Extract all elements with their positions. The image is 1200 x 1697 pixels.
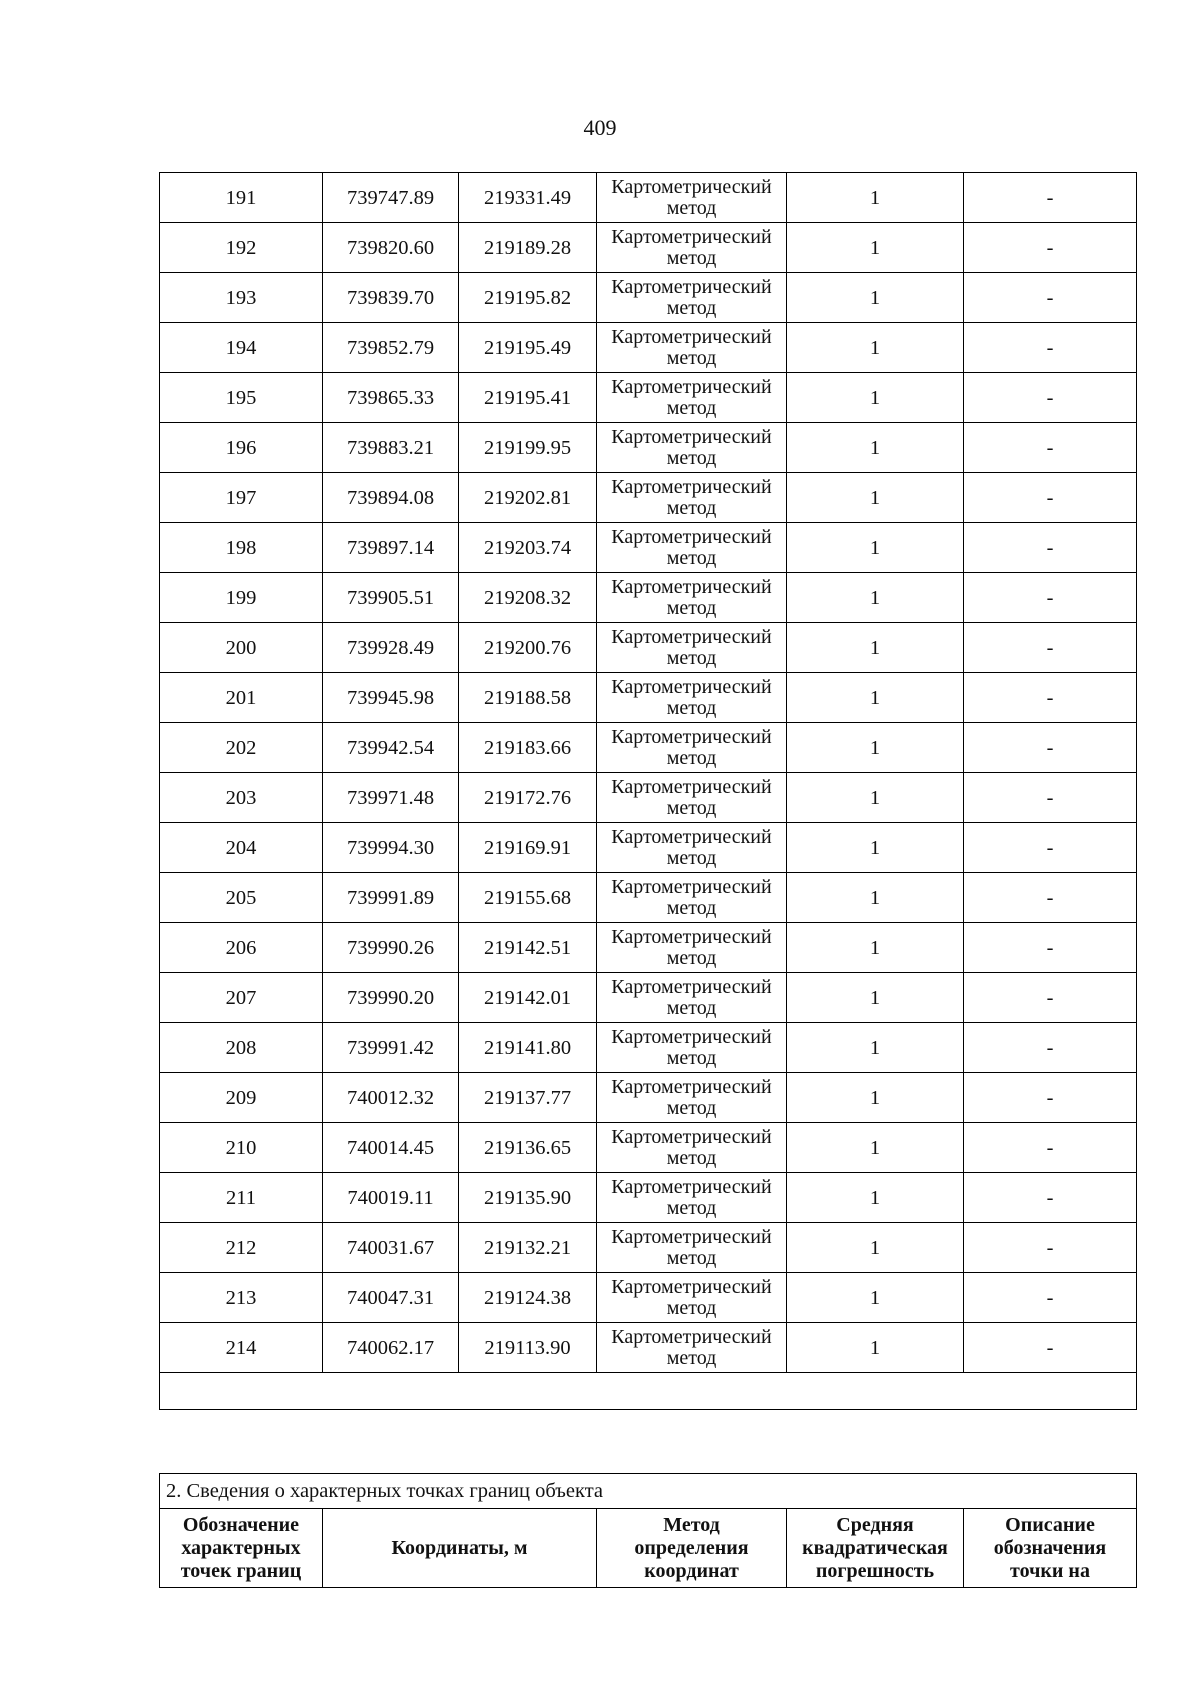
y-coordinate-cell: 219113.90: [459, 1323, 597, 1373]
header-error-line: погрешность: [815, 1559, 935, 1582]
method-line: Картометрический: [611, 1275, 772, 1298]
point-cell: 203: [160, 773, 323, 823]
point-cell: 196: [160, 423, 323, 473]
header-method-line: Метод: [663, 1513, 720, 1536]
y-coordinate-cell: 219141.80: [459, 1023, 597, 1073]
method-line: метод: [666, 996, 717, 1019]
error-cell: 1: [787, 423, 964, 473]
method-line: Картометрический: [611, 925, 772, 948]
description-cell: -: [964, 873, 1137, 923]
point-cell: 199: [160, 573, 323, 623]
error-cell: 1: [787, 323, 964, 373]
y-coordinate-cell: 219208.32: [459, 573, 597, 623]
method-cell: [597, 723, 787, 773]
point-cell: 202: [160, 723, 323, 773]
method-line: Картометрический: [611, 175, 772, 198]
table-row: [160, 1073, 1137, 1123]
description-cell: -: [964, 1073, 1137, 1123]
description-cell: -: [964, 723, 1137, 773]
method-line: метод: [666, 796, 717, 819]
x-coordinate-cell: 739747.89: [323, 173, 459, 223]
method-line: Картометрический: [611, 675, 772, 698]
point-cell: 212: [160, 1223, 323, 1273]
coordinates-table-body: [160, 173, 1137, 1410]
method-line: метод: [666, 346, 717, 369]
description-cell: -: [964, 1023, 1137, 1073]
method-cell: [597, 173, 787, 223]
description-cell: -: [964, 473, 1137, 523]
x-coordinate-cell: 739865.33: [323, 373, 459, 423]
method-line: Картометрический: [611, 575, 772, 598]
table-row: [160, 1223, 1137, 1273]
y-coordinate-cell: 219188.58: [459, 673, 597, 723]
y-coordinate-cell: 219155.68: [459, 873, 597, 923]
table-row: [160, 1323, 1137, 1373]
method-line: Картометрический: [611, 1075, 772, 1098]
method-cell: [597, 673, 787, 723]
coordinates-table: [159, 172, 1137, 1410]
method-line: Картометрический: [611, 425, 772, 448]
x-coordinate-cell: 739990.20: [323, 973, 459, 1023]
x-coordinate-cell: 740062.17: [323, 1323, 459, 1373]
empty-row: [160, 1373, 1137, 1410]
table-row: [160, 873, 1137, 923]
table-row: [160, 473, 1137, 523]
point-cell: 204: [160, 823, 323, 873]
point-cell: 198: [160, 523, 323, 573]
method-line: метод: [666, 896, 717, 919]
method-cell: [597, 1323, 787, 1373]
description-cell: -: [964, 323, 1137, 373]
y-coordinate-cell: 219195.49: [459, 323, 597, 373]
method-line: метод: [666, 496, 717, 519]
point-cell: 207: [160, 973, 323, 1023]
method-line: метод: [666, 746, 717, 769]
method-cell: [597, 1173, 787, 1223]
method-cell: [597, 1273, 787, 1323]
point-cell: 214: [160, 1323, 323, 1373]
method-cell: [597, 1073, 787, 1123]
description-cell: -: [964, 523, 1137, 573]
point-cell: 193: [160, 273, 323, 323]
method-line: Картометрический: [611, 1325, 772, 1348]
point-cell: 197: [160, 473, 323, 523]
x-coordinate-cell: 739820.60: [323, 223, 459, 273]
header-error-line: квадратическая: [802, 1536, 948, 1559]
method-line: Картометрический: [611, 1225, 772, 1248]
method-line: Картометрический: [611, 825, 772, 848]
method-line: Картометрический: [611, 1025, 772, 1048]
method-line: Картометрический: [611, 375, 772, 398]
error-cell: 1: [787, 1223, 964, 1273]
empty-cell: [160, 1373, 1137, 1410]
error-cell: 1: [787, 1073, 964, 1123]
method-line: Картометрический: [611, 525, 772, 548]
point-cell: 192: [160, 223, 323, 273]
table-row: [160, 1023, 1137, 1073]
error-cell: 1: [787, 873, 964, 923]
table-row: [160, 973, 1137, 1023]
method-cell: [597, 1023, 787, 1073]
header-point-line: Обозначение: [182, 1513, 300, 1536]
header-point-line: характерных: [181, 1536, 301, 1559]
description-cell: -: [964, 1273, 1137, 1323]
error-cell: 1: [787, 573, 964, 623]
x-coordinate-cell: 739994.30: [323, 823, 459, 873]
x-coordinate-cell: 739897.14: [323, 523, 459, 573]
error-cell: 1: [787, 823, 964, 873]
method-line: Картометрический: [611, 775, 772, 798]
header-point: [160, 1509, 323, 1588]
page-number: 409: [583, 115, 617, 140]
method-cell: [597, 873, 787, 923]
header-description-line: обозначения: [993, 1536, 1107, 1559]
error-cell: 1: [787, 1023, 964, 1073]
method-cell: [597, 373, 787, 423]
y-coordinate-cell: 219142.01: [459, 973, 597, 1023]
method-line: метод: [666, 1096, 717, 1119]
method-line: метод: [666, 396, 717, 419]
point-cell: 211: [160, 1173, 323, 1223]
method-line: метод: [666, 196, 717, 219]
header-description-line: точки на: [1010, 1559, 1090, 1582]
point-cell: 210: [160, 1123, 323, 1173]
point-cell: 208: [160, 1023, 323, 1073]
table-row: [160, 323, 1137, 373]
header-method: [597, 1509, 787, 1588]
y-coordinate-cell: 219135.90: [459, 1173, 597, 1223]
description-cell: -: [964, 823, 1137, 873]
point-cell: 195: [160, 373, 323, 423]
description-cell: -: [964, 923, 1137, 973]
method-cell: [597, 323, 787, 373]
header-coordinates: Координаты, м: [323, 1509, 597, 1588]
x-coordinate-cell: 739905.51: [323, 573, 459, 623]
description-cell: -: [964, 673, 1137, 723]
table-row: [160, 173, 1137, 223]
table-row: [160, 1173, 1137, 1223]
table-row: [160, 923, 1137, 973]
method-cell: [597, 1123, 787, 1173]
error-cell: 1: [787, 673, 964, 723]
method-line: метод: [666, 446, 717, 469]
header-error: [787, 1509, 964, 1588]
method-line: Картометрический: [611, 325, 772, 348]
header-error-line: Средняя: [836, 1513, 914, 1536]
y-coordinate-cell: 219195.82: [459, 273, 597, 323]
x-coordinate-cell: 740014.45: [323, 1123, 459, 1173]
method-cell: [597, 473, 787, 523]
table-row: [160, 223, 1137, 273]
point-cell: 213: [160, 1273, 323, 1323]
y-coordinate-cell: 219199.95: [459, 423, 597, 473]
table-row: [160, 823, 1137, 873]
y-coordinate-cell: 219202.81: [459, 473, 597, 523]
x-coordinate-cell: 740012.32: [323, 1073, 459, 1123]
x-coordinate-cell: 739990.26: [323, 923, 459, 973]
method-line: Картометрический: [611, 1175, 772, 1198]
point-cell: 205: [160, 873, 323, 923]
header-description-line: Описание: [1005, 1513, 1095, 1536]
description-cell: -: [964, 1123, 1137, 1173]
method-cell: [597, 973, 787, 1023]
section-2-table: [159, 1473, 1137, 1588]
method-line: метод: [666, 946, 717, 969]
method-line: метод: [666, 596, 717, 619]
x-coordinate-cell: 740031.67: [323, 1223, 459, 1273]
description-cell: -: [964, 423, 1137, 473]
x-coordinate-cell: 739928.49: [323, 623, 459, 673]
y-coordinate-cell: 219200.76: [459, 623, 597, 673]
method-line: метод: [666, 1346, 717, 1369]
table-row: [160, 573, 1137, 623]
method-line: метод: [666, 646, 717, 669]
method-line: Картометрический: [611, 275, 772, 298]
description-cell: -: [964, 1223, 1137, 1273]
error-cell: 1: [787, 973, 964, 1023]
method-line: Картометрический: [611, 975, 772, 998]
description-cell: -: [964, 373, 1137, 423]
x-coordinate-cell: 739942.54: [323, 723, 459, 773]
method-line: метод: [666, 696, 717, 719]
error-cell: 1: [787, 273, 964, 323]
description-cell: -: [964, 773, 1137, 823]
error-cell: 1: [787, 623, 964, 673]
method-cell: [597, 1223, 787, 1273]
error-cell: 1: [787, 1123, 964, 1173]
y-coordinate-cell: 219132.21: [459, 1223, 597, 1273]
method-line: Картометрический: [611, 725, 772, 748]
description-cell: -: [964, 223, 1137, 273]
method-cell: [597, 773, 787, 823]
header-point-line: точек границ: [180, 1559, 302, 1582]
error-cell: 1: [787, 923, 964, 973]
method-line: метод: [666, 1146, 717, 1169]
header-method-line: определения: [634, 1536, 749, 1559]
method-line: метод: [666, 1296, 717, 1319]
header-method-line: координат: [644, 1559, 739, 1582]
error-cell: 1: [787, 173, 964, 223]
y-coordinate-cell: 219331.49: [459, 173, 597, 223]
method-cell: [597, 623, 787, 673]
table-row: [160, 423, 1137, 473]
y-coordinate-cell: 219195.41: [459, 373, 597, 423]
error-cell: 1: [787, 1323, 964, 1373]
error-cell: 1: [787, 1173, 964, 1223]
description-cell: -: [964, 1323, 1137, 1373]
y-coordinate-cell: 219172.76: [459, 773, 597, 823]
description-cell: -: [964, 173, 1137, 223]
x-coordinate-cell: 739852.79: [323, 323, 459, 373]
method-line: метод: [666, 1046, 717, 1069]
point-cell: 209: [160, 1073, 323, 1123]
method-line: метод: [666, 1196, 717, 1219]
method-line: Картометрический: [611, 225, 772, 248]
description-cell: -: [964, 1173, 1137, 1223]
method-cell: [597, 923, 787, 973]
y-coordinate-cell: 219136.65: [459, 1123, 597, 1173]
y-coordinate-cell: 219169.91: [459, 823, 597, 873]
table-row: [160, 673, 1137, 723]
y-coordinate-cell: 219124.38: [459, 1273, 597, 1323]
table-row: [160, 523, 1137, 573]
x-coordinate-cell: 739971.48: [323, 773, 459, 823]
error-cell: 1: [787, 373, 964, 423]
method-cell: [597, 523, 787, 573]
point-cell: 206: [160, 923, 323, 973]
table-row: [160, 1123, 1137, 1173]
method-line: Картометрический: [611, 1125, 772, 1148]
method-line: Картометрический: [611, 475, 772, 498]
error-cell: 1: [787, 723, 964, 773]
table-row: [160, 623, 1137, 673]
table-row: [160, 773, 1137, 823]
point-cell: 201: [160, 673, 323, 723]
point-cell: 194: [160, 323, 323, 373]
x-coordinate-cell: 739894.08: [323, 473, 459, 523]
method-line: метод: [666, 546, 717, 569]
description-cell: -: [964, 623, 1137, 673]
error-cell: 1: [787, 1273, 964, 1323]
y-coordinate-cell: 219189.28: [459, 223, 597, 273]
x-coordinate-cell: 739883.21: [323, 423, 459, 473]
error-cell: 1: [787, 473, 964, 523]
description-cell: -: [964, 973, 1137, 1023]
error-cell: 1: [787, 223, 964, 273]
point-cell: 200: [160, 623, 323, 673]
x-coordinate-cell: 739839.70: [323, 273, 459, 323]
method-line: метод: [666, 846, 717, 869]
method-line: метод: [666, 1246, 717, 1269]
section-title: 2. Сведения о характерных точках границ объекта: [160, 1474, 1137, 1509]
table-row: [160, 723, 1137, 773]
method-cell: [597, 273, 787, 323]
method-cell: [597, 823, 787, 873]
method-cell: [597, 223, 787, 273]
x-coordinate-cell: 740019.11: [323, 1173, 459, 1223]
method-line: Картометрический: [611, 625, 772, 648]
x-coordinate-cell: 740047.31: [323, 1273, 459, 1323]
point-cell: 191: [160, 173, 323, 223]
section-title-row: [160, 1474, 1137, 1509]
y-coordinate-cell: 219137.77: [459, 1073, 597, 1123]
error-cell: 1: [787, 523, 964, 573]
y-coordinate-cell: 219183.66: [459, 723, 597, 773]
x-coordinate-cell: 739991.89: [323, 873, 459, 923]
method-line: метод: [666, 296, 717, 319]
method-line: Картометрический: [611, 875, 772, 898]
description-cell: -: [964, 273, 1137, 323]
method-line: метод: [666, 246, 717, 269]
header-description: [964, 1509, 1137, 1588]
table-row: [160, 1273, 1137, 1323]
x-coordinate-cell: 739991.42: [323, 1023, 459, 1073]
description-cell: -: [964, 573, 1137, 623]
x-coordinate-cell: 739945.98: [323, 673, 459, 723]
header-row: [160, 1509, 1137, 1588]
y-coordinate-cell: 219203.74: [459, 523, 597, 573]
table-row: [160, 273, 1137, 323]
error-cell: 1: [787, 773, 964, 823]
table-row: [160, 373, 1137, 423]
method-cell: [597, 573, 787, 623]
method-cell: [597, 423, 787, 473]
y-coordinate-cell: 219142.51: [459, 923, 597, 973]
